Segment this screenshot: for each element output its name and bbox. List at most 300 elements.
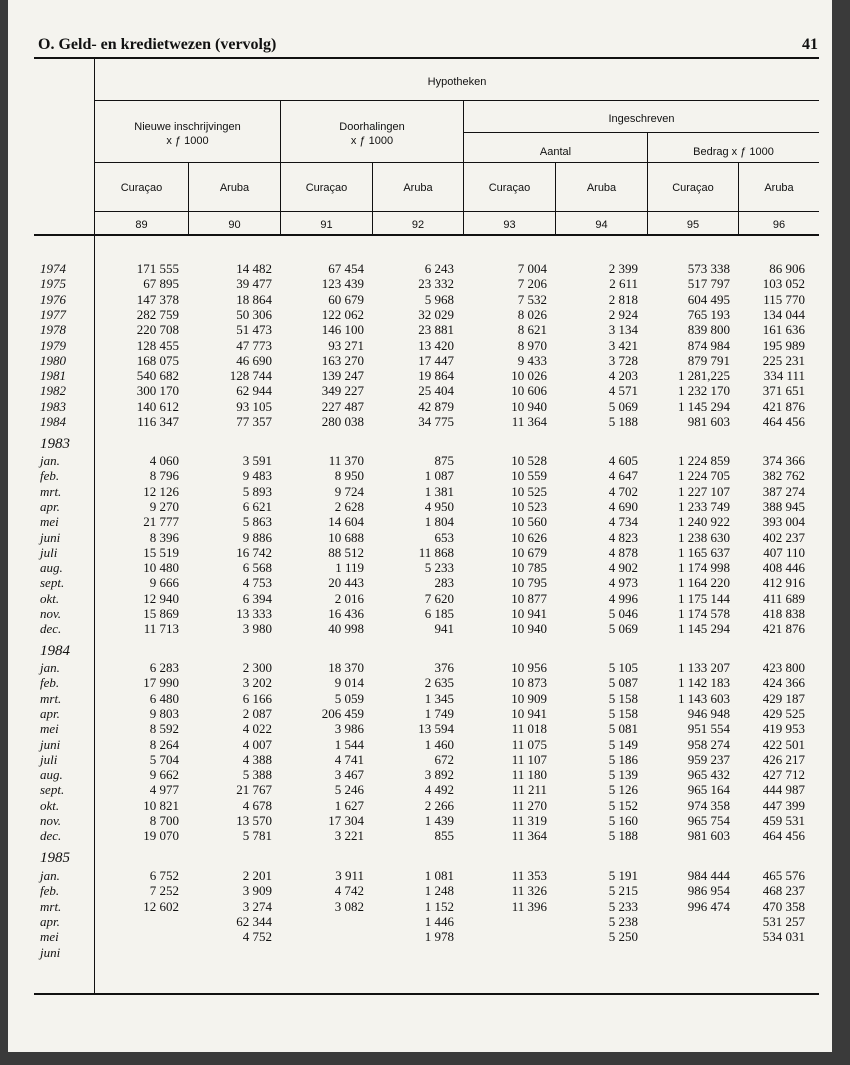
table-cell: 21 767 <box>236 782 272 798</box>
row-label: 1974 <box>40 261 66 276</box>
table-cell: 7 532 <box>517 291 547 307</box>
table-cell: 8 264 <box>149 736 179 752</box>
table-cell: 412 916 <box>762 575 805 591</box>
table-cell: 3 728 <box>608 352 638 368</box>
table-cell: 16 436 <box>328 606 364 621</box>
table-cell: 672 <box>434 751 454 767</box>
row-label: 1978 <box>40 322 66 338</box>
table-cell: 1 152 <box>424 898 454 914</box>
table-cell: 1 224 705 <box>678 468 730 484</box>
row-label: mei <box>40 514 59 530</box>
column-number: 91 <box>320 219 333 231</box>
table-cell: 147 378 <box>136 291 179 307</box>
row-label: feb. <box>40 675 60 691</box>
table-cell: 1 175 144 <box>678 590 730 606</box>
table-cell: 5 704 <box>149 751 179 767</box>
table-cell: 3 986 <box>334 721 364 737</box>
section-title: O. Geld- en kredietwezen (vervolg) <box>38 36 277 53</box>
table-cell: 426 217 <box>762 751 805 767</box>
table-cell: 459 531 <box>762 813 805 828</box>
table-cell: 11 364 <box>511 828 547 844</box>
table-cell: 9 662 <box>149 767 179 783</box>
row-label: aug. <box>40 560 63 576</box>
table-cell: 11 370 <box>328 453 364 468</box>
table-cell: 62 344 <box>236 913 272 929</box>
table-cell: 10 785 <box>511 560 547 576</box>
table-cell: 103 052 <box>762 276 805 292</box>
table-cell: 411 689 <box>763 590 805 606</box>
row-label: okt. <box>40 797 60 813</box>
table-cell: 402 237 <box>762 529 805 545</box>
table-cell: 9 483 <box>242 468 272 484</box>
table-cell: 965 164 <box>687 782 730 798</box>
table-cell: 959 237 <box>687 751 730 767</box>
table-cell: 11 075 <box>511 736 547 752</box>
hypotheken-header: Hypotheken <box>427 76 487 88</box>
document-page <box>8 0 832 1052</box>
row-label: feb. <box>40 468 60 484</box>
table-cell: 32 029 <box>418 306 454 322</box>
table-cell: 5 126 <box>608 782 638 798</box>
table-cell: 10 480 <box>143 560 179 576</box>
table-cell: 387 274 <box>762 483 805 499</box>
row-label: okt. <box>40 590 60 606</box>
table-cell: 423 800 <box>762 660 805 675</box>
table-cell: 8 796 <box>149 468 179 484</box>
table-cell: 14 482 <box>236 261 272 276</box>
table-cell: 4 996 <box>608 590 638 606</box>
table-cell: 1 164 220 <box>678 575 730 591</box>
table-cell: 5 250 <box>608 929 638 945</box>
table-cell: 206 459 <box>321 705 364 721</box>
table-cell: 5 069 <box>608 621 638 637</box>
table-cell: 10 688 <box>328 529 364 545</box>
table-cell: 50 306 <box>236 306 272 322</box>
table-cell: 163 270 <box>321 352 364 368</box>
top-rule <box>34 57 819 59</box>
table-cell: 9 803 <box>149 705 179 721</box>
row-label: mrt. <box>40 483 62 499</box>
column-number: 93 <box>503 219 516 231</box>
table-cell: 23 881 <box>418 322 454 338</box>
table-cell: 1 439 <box>424 813 454 828</box>
column-label: Aruba <box>586 182 617 194</box>
table-cell: 140 612 <box>136 398 179 414</box>
table-cell: 10 795 <box>511 575 547 591</box>
table-cell: 531 257 <box>762 913 805 929</box>
table-cell: 5 246 <box>334 782 364 798</box>
table-cell: 4 647 <box>608 468 638 484</box>
row-label: mei <box>40 721 59 737</box>
row-label: mei <box>40 929 59 945</box>
table-cell: 2 300 <box>242 660 272 675</box>
row-label: sept. <box>40 575 65 591</box>
table-cell: 2 635 <box>424 675 454 691</box>
table-cell: 1 804 <box>424 514 454 530</box>
table-cell: 4 492 <box>424 782 454 798</box>
table-cell: 5 186 <box>608 751 638 767</box>
row-label: nov. <box>40 813 62 828</box>
table-cell: 4 203 <box>608 368 638 384</box>
table-cell: 879 791 <box>687 352 730 368</box>
table-cell: 6 243 <box>424 261 454 276</box>
table-cell: 6 480 <box>149 690 179 706</box>
table-cell: 300 170 <box>136 383 179 399</box>
table-cell: 1 233 749 <box>678 498 730 514</box>
table-cell: 1 142 183 <box>678 675 730 691</box>
table-cell: 958 274 <box>687 736 730 752</box>
table-cell: 946 948 <box>687 705 730 721</box>
table-cell: 10 559 <box>511 468 547 484</box>
table-cell: 653 <box>434 529 454 545</box>
row-label: apr. <box>40 498 60 514</box>
table-cell: 4 878 <box>608 544 638 560</box>
table-cell: 168 075 <box>136 352 179 368</box>
table-cell: 10 956 <box>511 660 547 675</box>
table-cell: 5 968 <box>424 291 454 307</box>
table-cell: 17 447 <box>418 352 454 368</box>
table-cell: 11 107 <box>511 751 547 767</box>
table-cell: 981 603 <box>687 414 730 429</box>
table-cell: 10 877 <box>511 590 547 606</box>
table-cell: 21 777 <box>143 514 179 530</box>
row-label: dec. <box>40 621 62 637</box>
table-cell: 17 990 <box>143 675 179 691</box>
row-label: feb. <box>40 883 60 899</box>
table-cell: 1 165 637 <box>678 544 730 560</box>
row-label: 1984 <box>40 414 66 429</box>
table-cell: 941 <box>434 621 454 637</box>
colnum-top-rule <box>95 211 819 212</box>
table-cell: 282 759 <box>136 306 179 322</box>
table-cell: 1 749 <box>424 705 454 721</box>
column-number: 96 <box>772 219 786 231</box>
table-cell: 11 713 <box>143 621 179 637</box>
table-cell: 4 678 <box>242 797 272 813</box>
table-cell: 5 863 <box>242 514 272 530</box>
row-label: juni <box>40 736 61 752</box>
table-cell: 4 605 <box>608 453 638 468</box>
table-cell: 8 970 <box>517 337 547 353</box>
row-label: juni <box>40 944 61 960</box>
row-label: apr. <box>40 705 60 721</box>
table-cell: 12 602 <box>143 898 179 914</box>
table-cell: 283 <box>434 575 454 591</box>
table-cell: 77 357 <box>236 414 272 429</box>
table-cell: 1 248 <box>424 883 454 899</box>
table-cell: 408 446 <box>762 560 805 576</box>
count-subheader: Aantal <box>539 146 572 158</box>
table-cell: 62 944 <box>236 383 272 399</box>
table-cell: 984 444 <box>687 868 730 883</box>
table-cell: 540 682 <box>136 368 179 384</box>
table-cell: 5 081 <box>608 721 638 737</box>
table-cell: 225 231 <box>762 352 805 368</box>
table-cell: 765 193 <box>687 306 730 322</box>
table-cell: 393 004 <box>762 514 805 530</box>
table-cell: 371 651 <box>762 383 805 399</box>
table-cell: 3 980 <box>242 621 272 637</box>
table-cell: 122 062 <box>321 306 364 322</box>
section-year-heading: 1984 <box>40 643 70 659</box>
table-cell: 2 201 <box>242 868 272 883</box>
row-label: 1983 <box>40 398 66 414</box>
new-registrations-header: Nieuwe inschrijvingen x ƒ 1000 <box>134 121 241 147</box>
table-cell: 7 252 <box>149 883 179 899</box>
row-label: mrt. <box>40 690 62 706</box>
registered-header: Ingeschreven <box>608 113 675 125</box>
table-cell: 115 770 <box>763 291 805 307</box>
table-cell: 11 180 <box>511 767 547 783</box>
table-cell: 4 702 <box>608 483 638 499</box>
row-label: juli <box>40 751 58 767</box>
row-label: dec. <box>40 828 62 844</box>
amount-subheader: Bedrag x ƒ 1000 <box>693 146 774 158</box>
table-cell: 2 818 <box>608 291 638 307</box>
table-cell: 15 869 <box>143 606 179 621</box>
table-cell: 3 082 <box>334 898 364 914</box>
table-cell: 1 087 <box>424 468 454 484</box>
column-number: 94 <box>595 219 608 231</box>
table-cell: 534 031 <box>762 929 805 945</box>
table-cell: 15 519 <box>143 544 179 560</box>
table-cell: 10 940 <box>511 621 547 637</box>
row-label: juni <box>40 529 61 545</box>
table-cell: 5 388 <box>242 767 272 783</box>
row-label: mrt. <box>40 898 62 914</box>
table-cell: 4 977 <box>149 782 179 798</box>
table-cell: 965 754 <box>687 813 730 828</box>
table-cell: 6 394 <box>242 590 272 606</box>
table-cell: 34 775 <box>418 414 454 429</box>
column-number: 95 <box>686 219 700 231</box>
table-cell: 1 224 859 <box>678 453 730 468</box>
table-cell: 2 924 <box>608 306 638 322</box>
column-label: Curaçao <box>672 182 714 194</box>
table-cell: 7 206 <box>517 276 547 292</box>
table-cell: 6 568 <box>242 560 272 576</box>
table-cell: 468 237 <box>762 883 805 899</box>
table-cell: 5 152 <box>608 797 638 813</box>
table-cell: 1 544 <box>334 736 364 752</box>
hypotheken-rule <box>95 100 819 101</box>
column-number: 90 <box>228 219 241 231</box>
table-cell: 874 984 <box>687 337 730 353</box>
row-label: 1982 <box>40 383 66 399</box>
table-cell: 3 467 <box>334 767 364 783</box>
row-label: 1981 <box>40 368 66 384</box>
table-cell: 1 460 <box>424 736 454 752</box>
table-cell: 9 014 <box>334 675 364 691</box>
table-cell: 5 893 <box>242 483 272 499</box>
table-cell: 42 879 <box>418 398 454 414</box>
table-cell: 19 070 <box>143 828 179 844</box>
table-cell: 23 332 <box>418 276 454 292</box>
table-cell: 470 358 <box>762 898 805 914</box>
table-cell: 2 628 <box>334 498 364 514</box>
table-cell: 17 304 <box>328 813 364 828</box>
column-number: 89 <box>135 219 148 231</box>
table-cell: 5 105 <box>608 660 638 675</box>
table-cell: 2 611 <box>609 276 638 292</box>
table-cell: 9 270 <box>149 498 179 514</box>
table-cell: 60 679 <box>328 291 364 307</box>
table-cell: 2 266 <box>424 797 454 813</box>
column-label: Aruba <box>764 182 794 194</box>
row-label: jan. <box>40 868 60 883</box>
table-cell: 11 018 <box>511 721 547 737</box>
table-cell: 10 679 <box>511 544 547 560</box>
column-label: Curaçao <box>120 182 163 194</box>
table-cell: 6 185 <box>424 606 454 621</box>
table-cell: 1 119 <box>335 560 364 576</box>
table-cell: 16 742 <box>236 544 272 560</box>
table-cell: 11 270 <box>511 797 547 813</box>
table-cell: 1 381 <box>424 483 454 499</box>
table-cell: 134 044 <box>762 306 805 322</box>
table-cell: 128 744 <box>229 368 272 384</box>
table-cell: 10 873 <box>511 675 547 691</box>
table-cell: 5 160 <box>608 813 638 828</box>
table-cell: 1 345 <box>424 690 454 706</box>
table-cell: 464 456 <box>762 828 805 844</box>
table-cell: 123 439 <box>321 276 364 292</box>
table-cell: 14 604 <box>328 514 364 530</box>
table-cell: 986 954 <box>687 883 730 899</box>
table-cell: 10 941 <box>511 606 547 621</box>
table-cell: 5 188 <box>608 414 638 429</box>
table-cell: 5 238 <box>608 913 638 929</box>
table-cell: 51 473 <box>236 322 272 338</box>
table-cell: 18 864 <box>236 291 272 307</box>
table-cell: 6 621 <box>242 498 272 514</box>
table-cell: 67 454 <box>328 261 364 276</box>
table-cell: 1 174 578 <box>678 606 730 621</box>
table-cell: 39 477 <box>236 276 272 292</box>
table-cell: 382 762 <box>762 468 805 484</box>
table-cell: 10 606 <box>511 383 547 399</box>
table-cell: 376 <box>434 660 454 675</box>
table-cell: 5 188 <box>608 828 638 844</box>
table-cell: 427 712 <box>762 767 805 783</box>
column-label: Curaçao <box>488 182 531 194</box>
table-cell: 4 752 <box>242 929 272 945</box>
table-cell: 974 358 <box>687 797 730 813</box>
table-cell: 8 396 <box>149 529 179 545</box>
row-label: jan. <box>40 453 60 468</box>
section-year-heading: 1985 <box>40 850 70 866</box>
table-cell: 1 238 630 <box>678 529 730 545</box>
table-cell: 195 989 <box>762 337 805 353</box>
table-cell: 220 708 <box>136 322 179 338</box>
table-cell: 13 594 <box>418 721 454 737</box>
table-cell: 422 501 <box>762 736 805 752</box>
ingeschreven-rule <box>463 132 819 133</box>
table-cell: 1 232 170 <box>678 383 730 399</box>
table-cell: 1 978 <box>424 929 454 945</box>
table-cell: 465 576 <box>762 868 805 883</box>
table-cell: 11 326 <box>511 883 547 899</box>
table-cell: 5 215 <box>608 883 638 899</box>
row-label: nov. <box>40 606 62 621</box>
table-cell: 146 100 <box>321 322 364 338</box>
table-cell: 573 338 <box>687 261 730 276</box>
table-cell: 855 <box>434 828 454 844</box>
table-cell: 2 399 <box>608 261 638 276</box>
table-cell: 10 528 <box>511 453 547 468</box>
table-cell: 9 666 <box>149 575 179 591</box>
table-cell: 8 700 <box>149 813 179 828</box>
table-cell: 3 421 <box>608 337 638 353</box>
row-label: aug. <box>40 767 63 783</box>
table-cell: 9 886 <box>242 529 272 545</box>
table-cell: 6 283 <box>149 660 179 675</box>
table-cell: 12 940 <box>143 590 179 606</box>
table-cell: 10 560 <box>511 514 547 530</box>
column-label: Aruba <box>403 182 433 194</box>
table-cell: 8 026 <box>517 306 547 322</box>
row-label: 1976 <box>40 291 66 307</box>
table-cell: 10 525 <box>511 483 547 499</box>
table-cell: 10 940 <box>511 398 547 414</box>
table-cell: 3 221 <box>334 828 364 844</box>
table-cell: 67 895 <box>143 276 179 292</box>
table-cell: 5 158 <box>608 690 638 706</box>
table-cell: 10 909 <box>511 690 547 706</box>
table-cell: 19 864 <box>418 368 454 384</box>
table-cell: 5 781 <box>242 828 272 844</box>
table-cell: 5 046 <box>608 606 638 621</box>
table-cell: 447 399 <box>762 797 805 813</box>
table-cell: 6 752 <box>149 868 179 883</box>
table-cell: 93 271 <box>328 337 364 353</box>
table-cell: 424 366 <box>762 675 805 691</box>
table-cell: 3 274 <box>242 898 272 914</box>
table-cell: 4 902 <box>608 560 638 576</box>
table-cell: 4 741 <box>334 751 364 767</box>
table-cell: 128 455 <box>136 337 179 353</box>
table-cell: 419 953 <box>762 721 805 737</box>
table-cell: 10 523 <box>511 498 547 514</box>
table-cell: 10 026 <box>511 368 547 384</box>
label-rule <box>95 162 819 163</box>
table-cell: 4 007 <box>242 736 272 752</box>
table-cell: 13 570 <box>236 813 272 828</box>
table-cell: 13 420 <box>418 337 454 353</box>
table-cell: 5 069 <box>608 398 638 414</box>
table-cell: 171 555 <box>136 261 179 276</box>
table-cell: 1 133 207 <box>678 660 730 675</box>
table-cell: 20 443 <box>328 575 364 591</box>
table-cell: 429 525 <box>762 705 805 721</box>
table-cell: 2 016 <box>334 590 364 606</box>
table-cell: 407 110 <box>763 544 805 560</box>
table-cell: 517 797 <box>687 276 730 292</box>
table-cell: 11 211 <box>512 782 547 798</box>
table-cell: 421 876 <box>762 621 805 637</box>
row-label: juli <box>40 544 58 560</box>
table-cell: 4 950 <box>424 498 454 514</box>
column-label: Curaçao <box>305 182 348 194</box>
header-bottom-rule <box>34 234 819 236</box>
column-label: Aruba <box>219 182 250 194</box>
table-cell: 11 396 <box>511 898 547 914</box>
table-cell: 5 158 <box>608 705 638 721</box>
row-label: sept. <box>40 782 65 798</box>
table-cell: 11 319 <box>511 813 547 828</box>
table-cell: 2 087 <box>242 705 272 721</box>
table-cell: 334 111 <box>763 368 805 384</box>
